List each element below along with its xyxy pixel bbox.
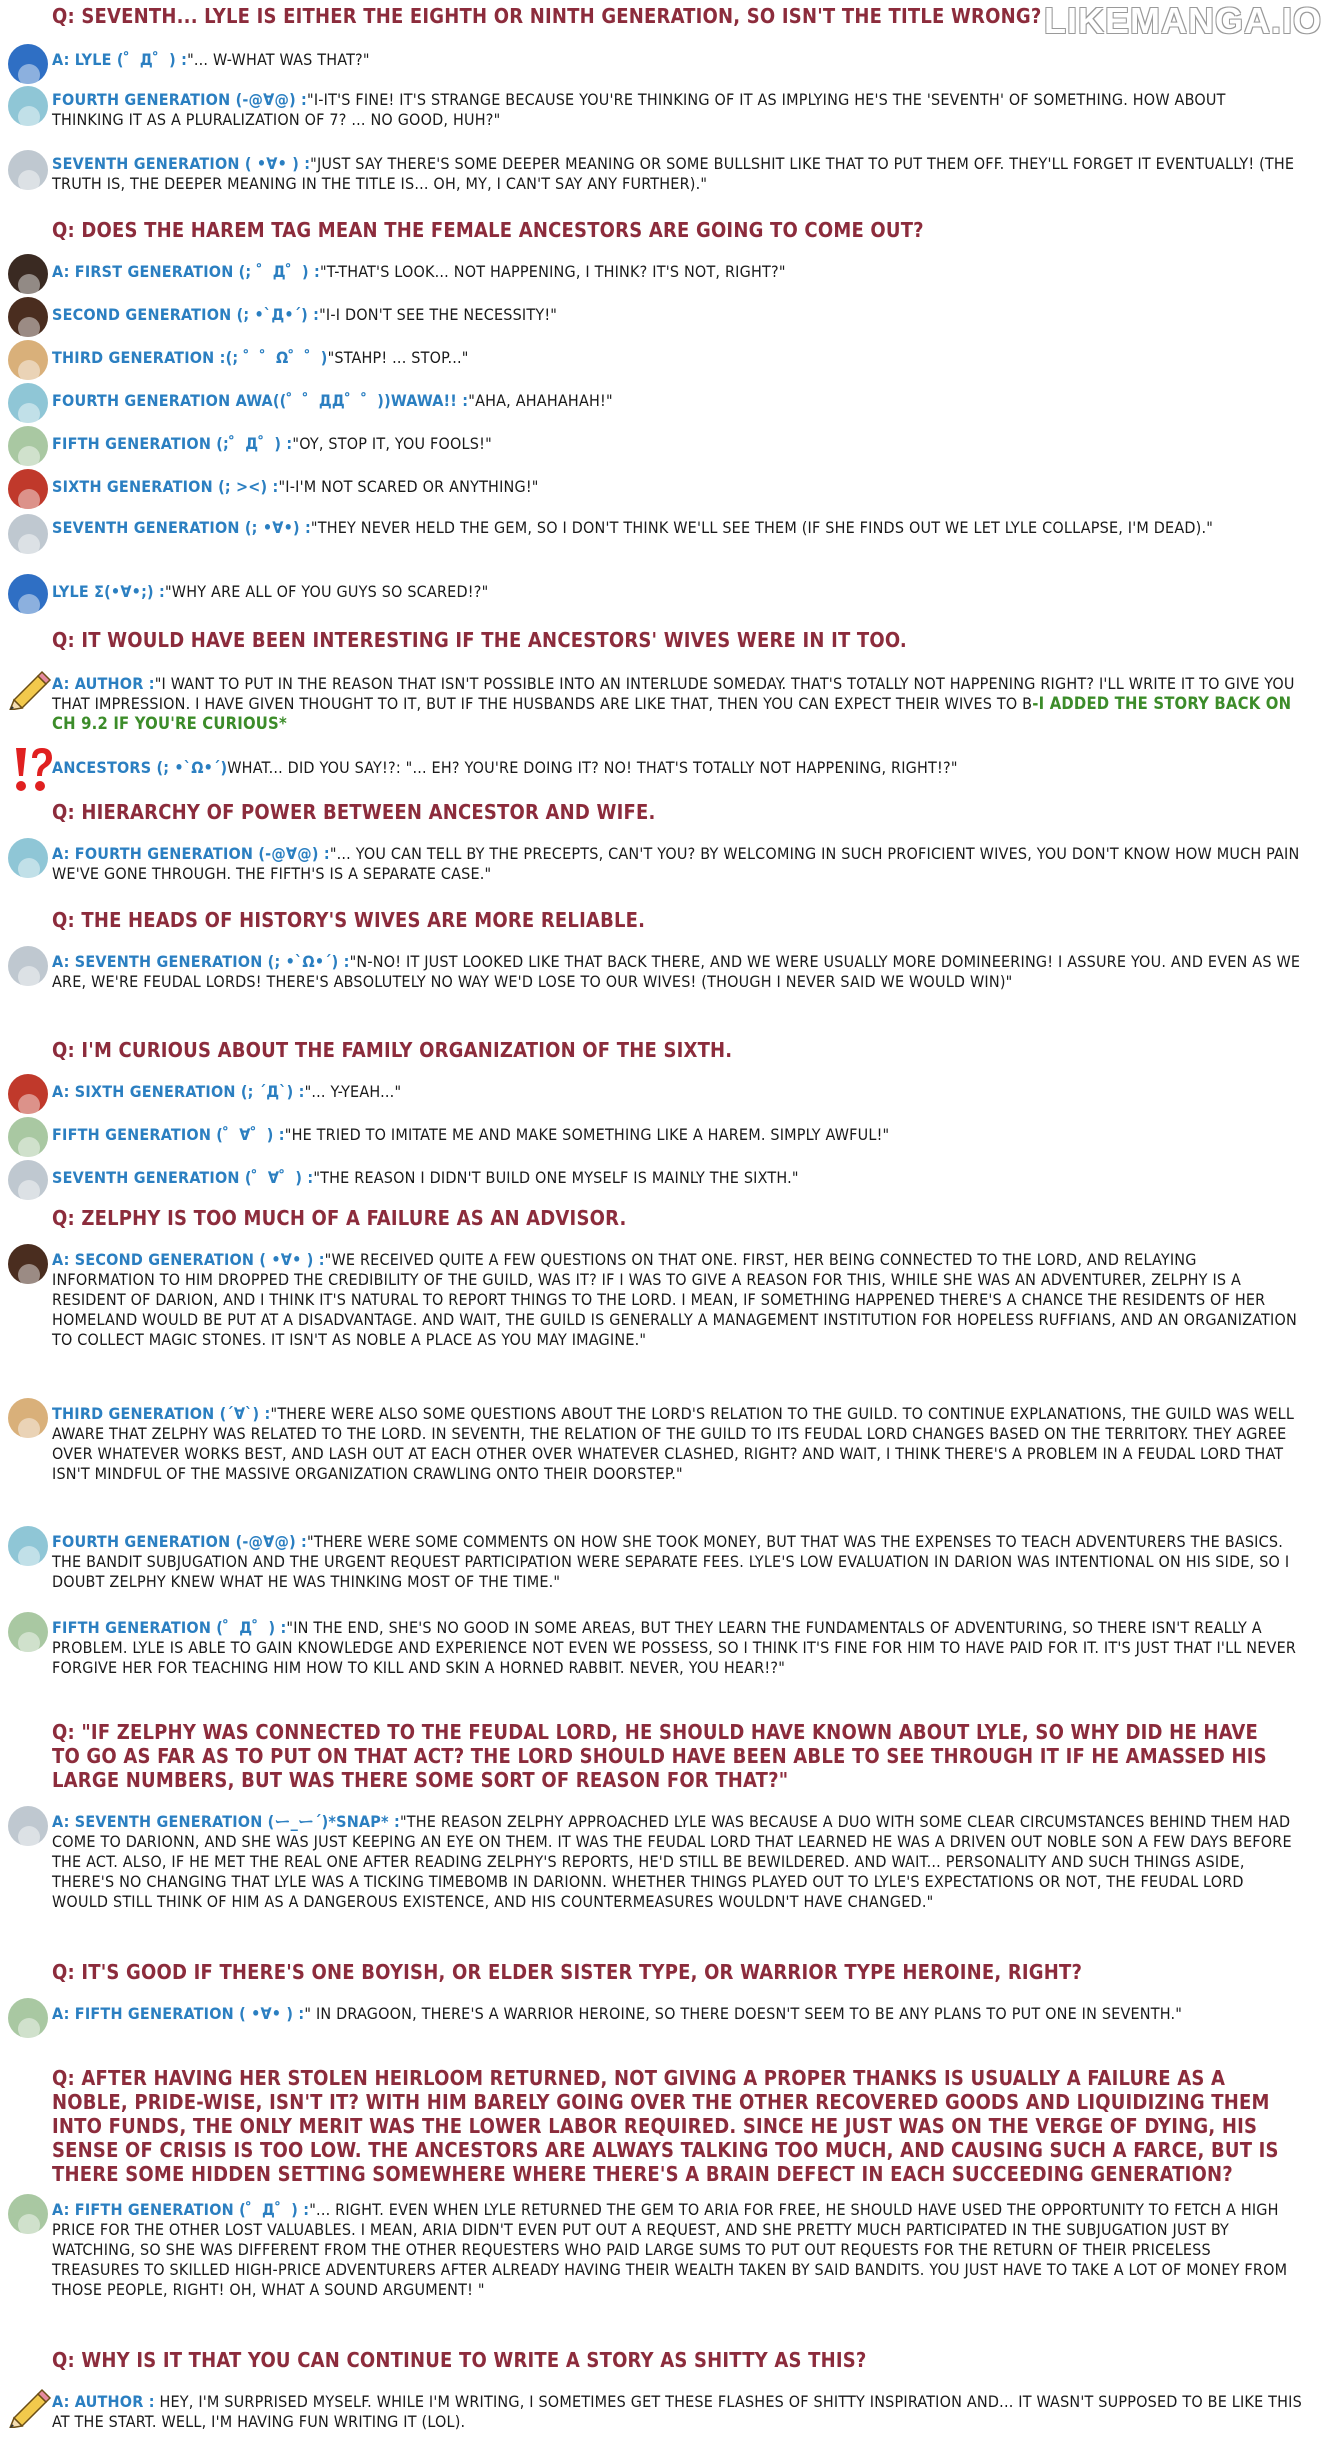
answer-text: "THERE WERE SOME COMMENTS ON HOW SHE TOOK MONEY, BUT THAT WAS THE EXPENSES TO TEACH ADVENTURERS THE BASICS. THE BANDIT SUBJUGATION AND THE URGENT REQUEST PARTICIPATION WERE SEPARATE FEES. LYLE'S LOW EVALUATION IN DARION WAS INTENTIONAL ON HIS SIDE, SO I DOUBT ZELPHY KNEW WHAT HE WAS THINKING MOST OF THE TIME." <box>52 1532 1290 1591</box>
seventh-generation-avatar-icon <box>8 514 48 554</box>
pencil-icon <box>8 2388 52 2428</box>
watermark: LIKEMANGA.IO <box>1044 0 1322 41</box>
speaker-label: SECOND GENERATION (; •`Д•´) : <box>52 305 320 324</box>
question: Q: DOES THE HAREM TAG MEAN THE FEMALE ANCESTORS ARE GOING TO COME OUT? <box>52 218 924 242</box>
speaker-label: FOURTH GENERATION AWA((゜゜ДД゜゜))WAWA!! : <box>52 391 469 410</box>
speaker-label: A: LYLE (゜Д゜) : <box>52 50 188 69</box>
answer-text: "I WANT TO PUT IN THE REASON THAT ISN'T POSSIBLE INTO AN INTERLUDE SOMEDAY. THAT'S TOTALLY NOT HAPPENING RIGHT? I'LL WRITE IT TO GIVE YOU THAT IMPRESSION. I HAVE GIVEN THOUGHT TO IT, BUT IF THE HUSBANDS ARE LIKE THAT, THEN YOU CAN EXPECT THEIR WIVES TO B <box>52 674 1295 713</box>
speaker-label: SEVENTH GENERATION (゜∀゜) : <box>52 1168 314 1187</box>
answer-text: "... YOU CAN TELL BY THE PRECEPTS, CAN'T YOU? BY WELCOMING IN SUCH PROFICIENT WIVES, YOU DON'T KNOW HOW MUCH PAIN WE'VE GONE THROUGH. THE FIFTH'S IS A SEPARATE CASE." <box>52 844 1300 883</box>
second-generation-avatar-icon <box>8 297 48 337</box>
second-generation-avatar-icon <box>8 1244 48 1284</box>
question: Q: SEVENTH... LYLE IS EITHER THE EIGHTH OR NINTH GENERATION, SO ISN'T THE TITLE WRONG? <box>52 4 1042 28</box>
fifth-generation-avatar-icon <box>8 426 48 466</box>
fourth-generation-avatar-icon <box>8 1526 48 1566</box>
answer-text: "WHY ARE ALL OF YOU GUYS SO SCARED!?" <box>164 582 489 601</box>
answer-text: "THERE WERE ALSO SOME QUESTIONS ABOUT THE LORD'S RELATION TO THE GUILD. TO CONTINUE EXPLANATIONS, THE GUILD WAS WELL AWARE THAT ZELPHY WAS RELATED TO THE LORD. IN SEVENTH, THE RELATION OF THE GUILD TO ITS FEUDAL LORD CHANGES BASED ON THE TERRITORY. THEY AGREE OVER WHATEVER WORKS BEST, AND LASH OUT AT EACH OTHER OVER WHATEVER CLASHED, RIGHT? AND WAIT, I THINK THERE'S A PROBLEM IN A FEUDAL LORD THAT ISN'T MINDFUL OF THE MASSIVE ORGANIZATION CRAWLING ONTO THEIR DOORSTEP." <box>52 1404 1295 1483</box>
seventh-generation-avatar-icon <box>8 1806 48 1846</box>
speaker-label: A: AUTHOR : <box>52 674 155 693</box>
answer-text: "JUST SAY THERE'S SOME DEEPER MEANING OR SOME BULLSHIT LIKE THAT TO PUT THEM OFF. THEY'LL FORGET IT EVENTUALLY! (THE TRUTH IS, THE DEEPER MEANING IN THE TITLE IS... OH, MY, I CAN'T SAY ANY FURTHER)." <box>52 154 1295 193</box>
fourth-generation-avatar-icon <box>8 86 48 126</box>
speaker-label: FOURTH GENERATION (-@∀@) : <box>52 1532 308 1551</box>
question: Q: IT WOULD HAVE BEEN INTERESTING IF THE ANCESTORS' WIVES WERE IN IT TOO. <box>52 628 907 652</box>
fifth-generation-avatar-icon <box>8 1612 48 1652</box>
answer-text: "N-NO! IT JUST LOOKED LIKE THAT BACK THERE, AND WE WERE USUALLY MORE DOMINEERING! I ASSURE YOU. AND EVEN AS WE ARE, WE'RE FEUDAL LORDS! THERE'S ABSOLUTELY NO WAY WE'D LOSE TO OUR WIVES! (THOUGH I NEVER SAID WE WOULD WIN)" <box>52 952 1301 991</box>
speaker-label: LYLE Σ(•∀•;) : <box>52 582 165 601</box>
seventh-generation-avatar-icon <box>8 150 48 190</box>
question: Q: I'M CURIOUS ABOUT THE FAMILY ORGANIZATION OF THE SIXTH. <box>52 1038 733 1062</box>
answer-text: "HE TRIED TO IMITATE ME AND MAKE SOMETHING LIKE A HAREM. SIMPLY AWFUL!" <box>284 1125 890 1144</box>
answer-text: "I-I'M NOT SCARED OR ANYTHING!" <box>278 477 539 496</box>
sixth-generation-avatar-icon <box>8 469 48 509</box>
speaker-label: SEVENTH GENERATION ( •∀• ) : <box>52 154 311 173</box>
answer-text: "... Y-YEAH..." <box>304 1082 402 1101</box>
answer-text: "IN THE END, SHE'S NO GOOD IN SOME AREAS, BUT THEY LEARN THE FUNDAMENTALS OF ADVENTURING, SO THERE ISN'T REALLY A PROBLEM. LYLE IS ABLE TO GAIN KNOWLEDGE AND EXPERIENCE NOT EVEN WE POSSESS, SO I THINK IT'S FINE FOR HIM TO HAVE PAID FOR IT. IT'S JUST THAT I'LL NEVER FORGIVE HER FOR TEACHING HIM HOW TO KILL AND SKIN A HORNED RABBIT. NEVER, YOU HEAR!?" <box>52 1618 1297 1677</box>
seventh-generation-avatar-icon <box>8 946 48 986</box>
third-generation-avatar-icon <box>8 340 48 380</box>
speaker-label: THIRD GENERATION (´∀`) : <box>52 1404 271 1423</box>
answer-text: "WE RECEIVED QUITE A FEW QUESTIONS ON THAT ONE. FIRST, HER BEING CONNECTED TO THE LORD, AND RELAYING INFORMATION TO HIM DROPPED THE CREDIBILITY OF THE GUILD, WAS IT? IF I WAS TO GIVE A REASON FOR THIS, WHILE SHE WAS AN ADVENTURER, ZELPHY IS A RESIDENT OF DARION, AND I THINK IT'S NATURAL TO REPORT THINGS TO THE LORD. I MEAN, IF SOMETHING HAPPENED THERE'S A CHANCE THE RESIDENTS OF HER HOMELAND WOULD BE PUT AT A DISADVANTAGE. AND WAIT, THE GUILD IS GENERALLY A MANAGEMENT INSTITUTION FOR HOPELESS RUFFIANS, AND AN ORGANIZATION TO COLLECT MAGIC STONES. IT ISN'T AS NOBLE A PLACE AS YOU MAY IMAGINE." <box>52 1250 1297 1349</box>
lyle-avatar-icon <box>8 44 48 84</box>
sixth-generation-avatar-icon <box>8 1074 48 1114</box>
seventh-generation-avatar-icon <box>8 1160 48 1200</box>
third-generation-avatar-icon <box>8 1398 48 1438</box>
question: Q: THE HEADS OF HISTORY'S WIVES ARE MORE RELIABLE. <box>52 908 646 932</box>
question: Q: WHY IS IT THAT YOU CAN CONTINUE TO WRITE A STORY AS SHITTY AS THIS? <box>52 2348 867 2372</box>
fifth-generation-avatar-icon <box>8 1117 48 1157</box>
question: Q: AFTER HAVING HER STOLEN HEIRLOOM RETURNED, NOT GIVING A PROPER THANKS IS USUALLY A FAILURE AS A NOBLE, PRIDE-WISE, ISN'T IT? WITH HIM BARELY GOING OVER THE OTHER RECOVERED GOODS AND LIQUIDIZING THEM INTO FUNDS, THE ONLY MERIT WAS THE LOWER LABOR REQUIRED. SINCE HE JUST WAS ON THE VERGE OF DYING, HIS SENSE OF CRISIS IS TOO LOW. THE ANCESTORS ARE ALWAYS TALKING TOO MUCH, AND CAUSING SUCH A FARCE, BUT IS THERE SOME HIDDEN SETTING SOMEWHERE WHERE THERE'S A BRAIN DEFECT IN EACH SUCCEEDING GENERATION? <box>52 2066 1279 2186</box>
speaker-label: THIRD GENERATION :(; ゜゜Ω゜゜) <box>52 348 328 367</box>
question: Q: "IF ZELPHY WAS CONNECTED TO THE FEUDAL LORD, HE SHOULD HAVE KNOWN ABOUT LYLE, SO WHY DID HE HAVE TO GO AS FAR AS TO PUT ON THAT ACT? THE LORD SHOULD HAVE BEEN ABLE TO SEE THROUGH IT IF HE AMASSED HIS LARGE NUMBERS, BUT WAS THERE SOME SORT OF REASON FOR THAT?" <box>52 1720 1267 1792</box>
speaker-label: FIFTH GENERATION (゜∀゜) : <box>52 1125 285 1144</box>
fourth-generation-avatar-icon <box>8 838 48 878</box>
speaker-label: SIXTH GENERATION (; ><) : <box>52 477 279 496</box>
answer-text: "... W-WHAT WAS THAT?" <box>187 50 370 69</box>
speaker-label: A: SEVENTH GENERATION (; •`Ω•´) : <box>52 952 350 971</box>
answer-text: HEY, I'M SURPRISED MYSELF. WHILE I'M WRITING, I SOMETIMES GET THESE FLASHES OF SHITTY INSPIRATION AND... IT WASN'T SUPPOSED TO BE LIKE THIS AT THE START. WELL, I'M HAVING FUN WRITING IT (LOL). <box>52 2392 1302 2431</box>
answer-text: "THEY NEVER HELD THE GEM, SO I DON'T THINK WE'LL SEE THEM (IF SHE FINDS OUT WE LET LYLE COLLAPSE, I'M DEAD)." <box>310 518 1214 537</box>
question: Q: ZELPHY IS TOO MUCH OF A FAILURE AS AN ADVISOR. <box>52 1206 627 1230</box>
speaker-label: SEVENTH GENERATION (; •∀•) : <box>52 518 311 537</box>
speaker-label: FOURTH GENERATION (-@∀@) : <box>52 90 308 109</box>
answer-text: "AHA, AHAHAHAH!" <box>468 391 613 410</box>
speaker-label: A: SECOND GENERATION ( •∀• ) : <box>52 1250 325 1269</box>
answer-text: "STAHP! ... STOP..." <box>327 348 469 367</box>
answer-text: "T-THAT'S LOOK... NOT HAPPENING, I THINK? IT'S NOT, RIGHT?" <box>319 262 786 281</box>
answer-text: " IN DRAGOON, THERE'S A WARRIOR HEROINE, SO THERE DOESN'T SEEM TO BE ANY PLANS TO PUT ONE IN SEVENTH." <box>304 2004 1183 2023</box>
fifth-generation-avatar-icon <box>8 2194 48 2234</box>
speaker-label: A: FIRST GENERATION (; ゜Д゜) : <box>52 262 320 281</box>
question: Q: IT'S GOOD IF THERE'S ONE BOYISH, OR ELDER SISTER TYPE, OR WARRIOR TYPE HEROINE, RIGHT? <box>52 1960 1083 1984</box>
pencil-icon <box>8 670 52 710</box>
answer-text: "... RIGHT. EVEN WHEN LYLE RETURNED THE GEM TO ARIA FOR FREE, HE SHOULD HAVE USED THE OPPORTUNITY TO FETCH A HIGH PRICE FOR THE OTHER LOST VALUABLES. I MEAN, ARIA DIDN'T EVEN PUT OUT A REQUEST, AND SHE PRETTY MUCH PARTICIPATED IN THE SUBJUGATION JUST BY WATCHING, SO SHE WAS DIFFERENT FROM THE OTHER REQUESTERS WHO PAID LARGE SUMS TO PUT OUT REQUESTS FOR THE RETURN OF THEIR PRICELESS TREASURES TO SKILLED HIGH-PRICE ADVENTURERS AFTER ALREADY HAVING THEIR WEALTH TAKEN BY SAID BANDITS. YOU JUST HAVE TO TAKE A LOT OF MONEY FROM THOSE PEOPLE, RIGHT! OH, WHAT A SOUND ARGUMENT! " <box>52 2200 1288 2299</box>
answer-text: WHAT... DID YOU SAY!?: "... EH? YOU'RE DOING IT? NO! THAT'S TOTALLY NOT HAPPENING, RIGHT!?" <box>227 758 958 777</box>
speaker-label: A: FOURTH GENERATION (-@∀@) : <box>52 844 330 863</box>
answer-text: "THE REASON I DIDN'T BUILD ONE MYSELF IS MAINLY THE SIXTH." <box>313 1168 799 1187</box>
speaker-label: FIFTH GENERATION (;゜Д゜) : <box>52 434 293 453</box>
answer-text: "OY, STOP IT, YOU FOOLS!" <box>292 434 492 453</box>
speaker-label: A: FIFTH GENERATION ( •∀• ) : <box>52 2004 305 2023</box>
speaker-label: A: SEVENTH GENERATION (ー_ー´)*SNAP* : <box>52 1812 400 1831</box>
speaker-label: A: FIFTH GENERATION (゜Д゜) : <box>52 2200 310 2219</box>
speaker-label: A: SIXTH GENERATION (; ´Д`) : <box>52 1082 305 1101</box>
question: Q: HIERARCHY OF POWER BETWEEN ANCESTOR AND WIFE. <box>52 800 656 824</box>
first-generation-avatar-icon <box>8 254 48 294</box>
speaker-label: FIFTH GENERATION (゜Д゜) : <box>52 1618 287 1637</box>
lyle-avatar-icon <box>8 574 48 614</box>
editor-note: -I ADDED THE STORY BACK ON CH 9.2 IF YOU'RE CURIOUS* <box>52 694 1292 733</box>
fifth-generation-avatar-icon <box>8 1998 48 2038</box>
answer-text: "I-IT'S FINE! IT'S STRANGE BECAUSE YOU'RE THINKING OF IT AS IMPLYING HE'S THE 'SEVENTH' OF SOMETHING. HOW ABOUT THINKING IT AS A PLURALIZATION OF 7? ... NO GOOD, HUH?" <box>52 90 1226 129</box>
fourth-generation-avatar-icon <box>8 383 48 423</box>
exclamation-question-icon <box>10 744 54 794</box>
answer-text: "I-I DON'T SEE THE NECESSITY!" <box>319 305 558 324</box>
answer-text: "THE REASON ZELPHY APPROACHED LYLE WAS BECAUSE A DUO WITH SOME CLEAR CIRCUMSTANCES BEHIND THEM HAD COME TO DARIONN, AND SHE WAS JUST KEEPING AN EYE ON THEM. IT WAS THE FEUDAL LORD THAT LEARNED HE WAS A DRIVEN OUT NOBLE SON A FEW DAYS BEFORE THE ACT. ALSO, IF HE MET THE REAL ONE AFTER READING ZELPHY'S REPORTS, HE'D STILL BE BEWILDERED. AND WAIT... PERSONALITY AND SUCH THINGS ASIDE, THERE'S NO CHANGING THAT LYLE WAS A TICKING TIMEBOMB IN DARIONN. WHETHER THINGS PLAYED OUT TO LYLE'S EXPECTATIONS OR NOT, THE FEUDAL LORD WOULD STILL THINK OF HIM AS A DANGEROUS EXISTENCE, AND HIS COUNTERMEASURES WOULDN'T HAVE CHANGED." <box>52 1812 1292 1911</box>
speaker-label: ANCESTORS (; •`Ω•´) <box>52 758 228 777</box>
speaker-label: A: AUTHOR : <box>52 2392 155 2411</box>
